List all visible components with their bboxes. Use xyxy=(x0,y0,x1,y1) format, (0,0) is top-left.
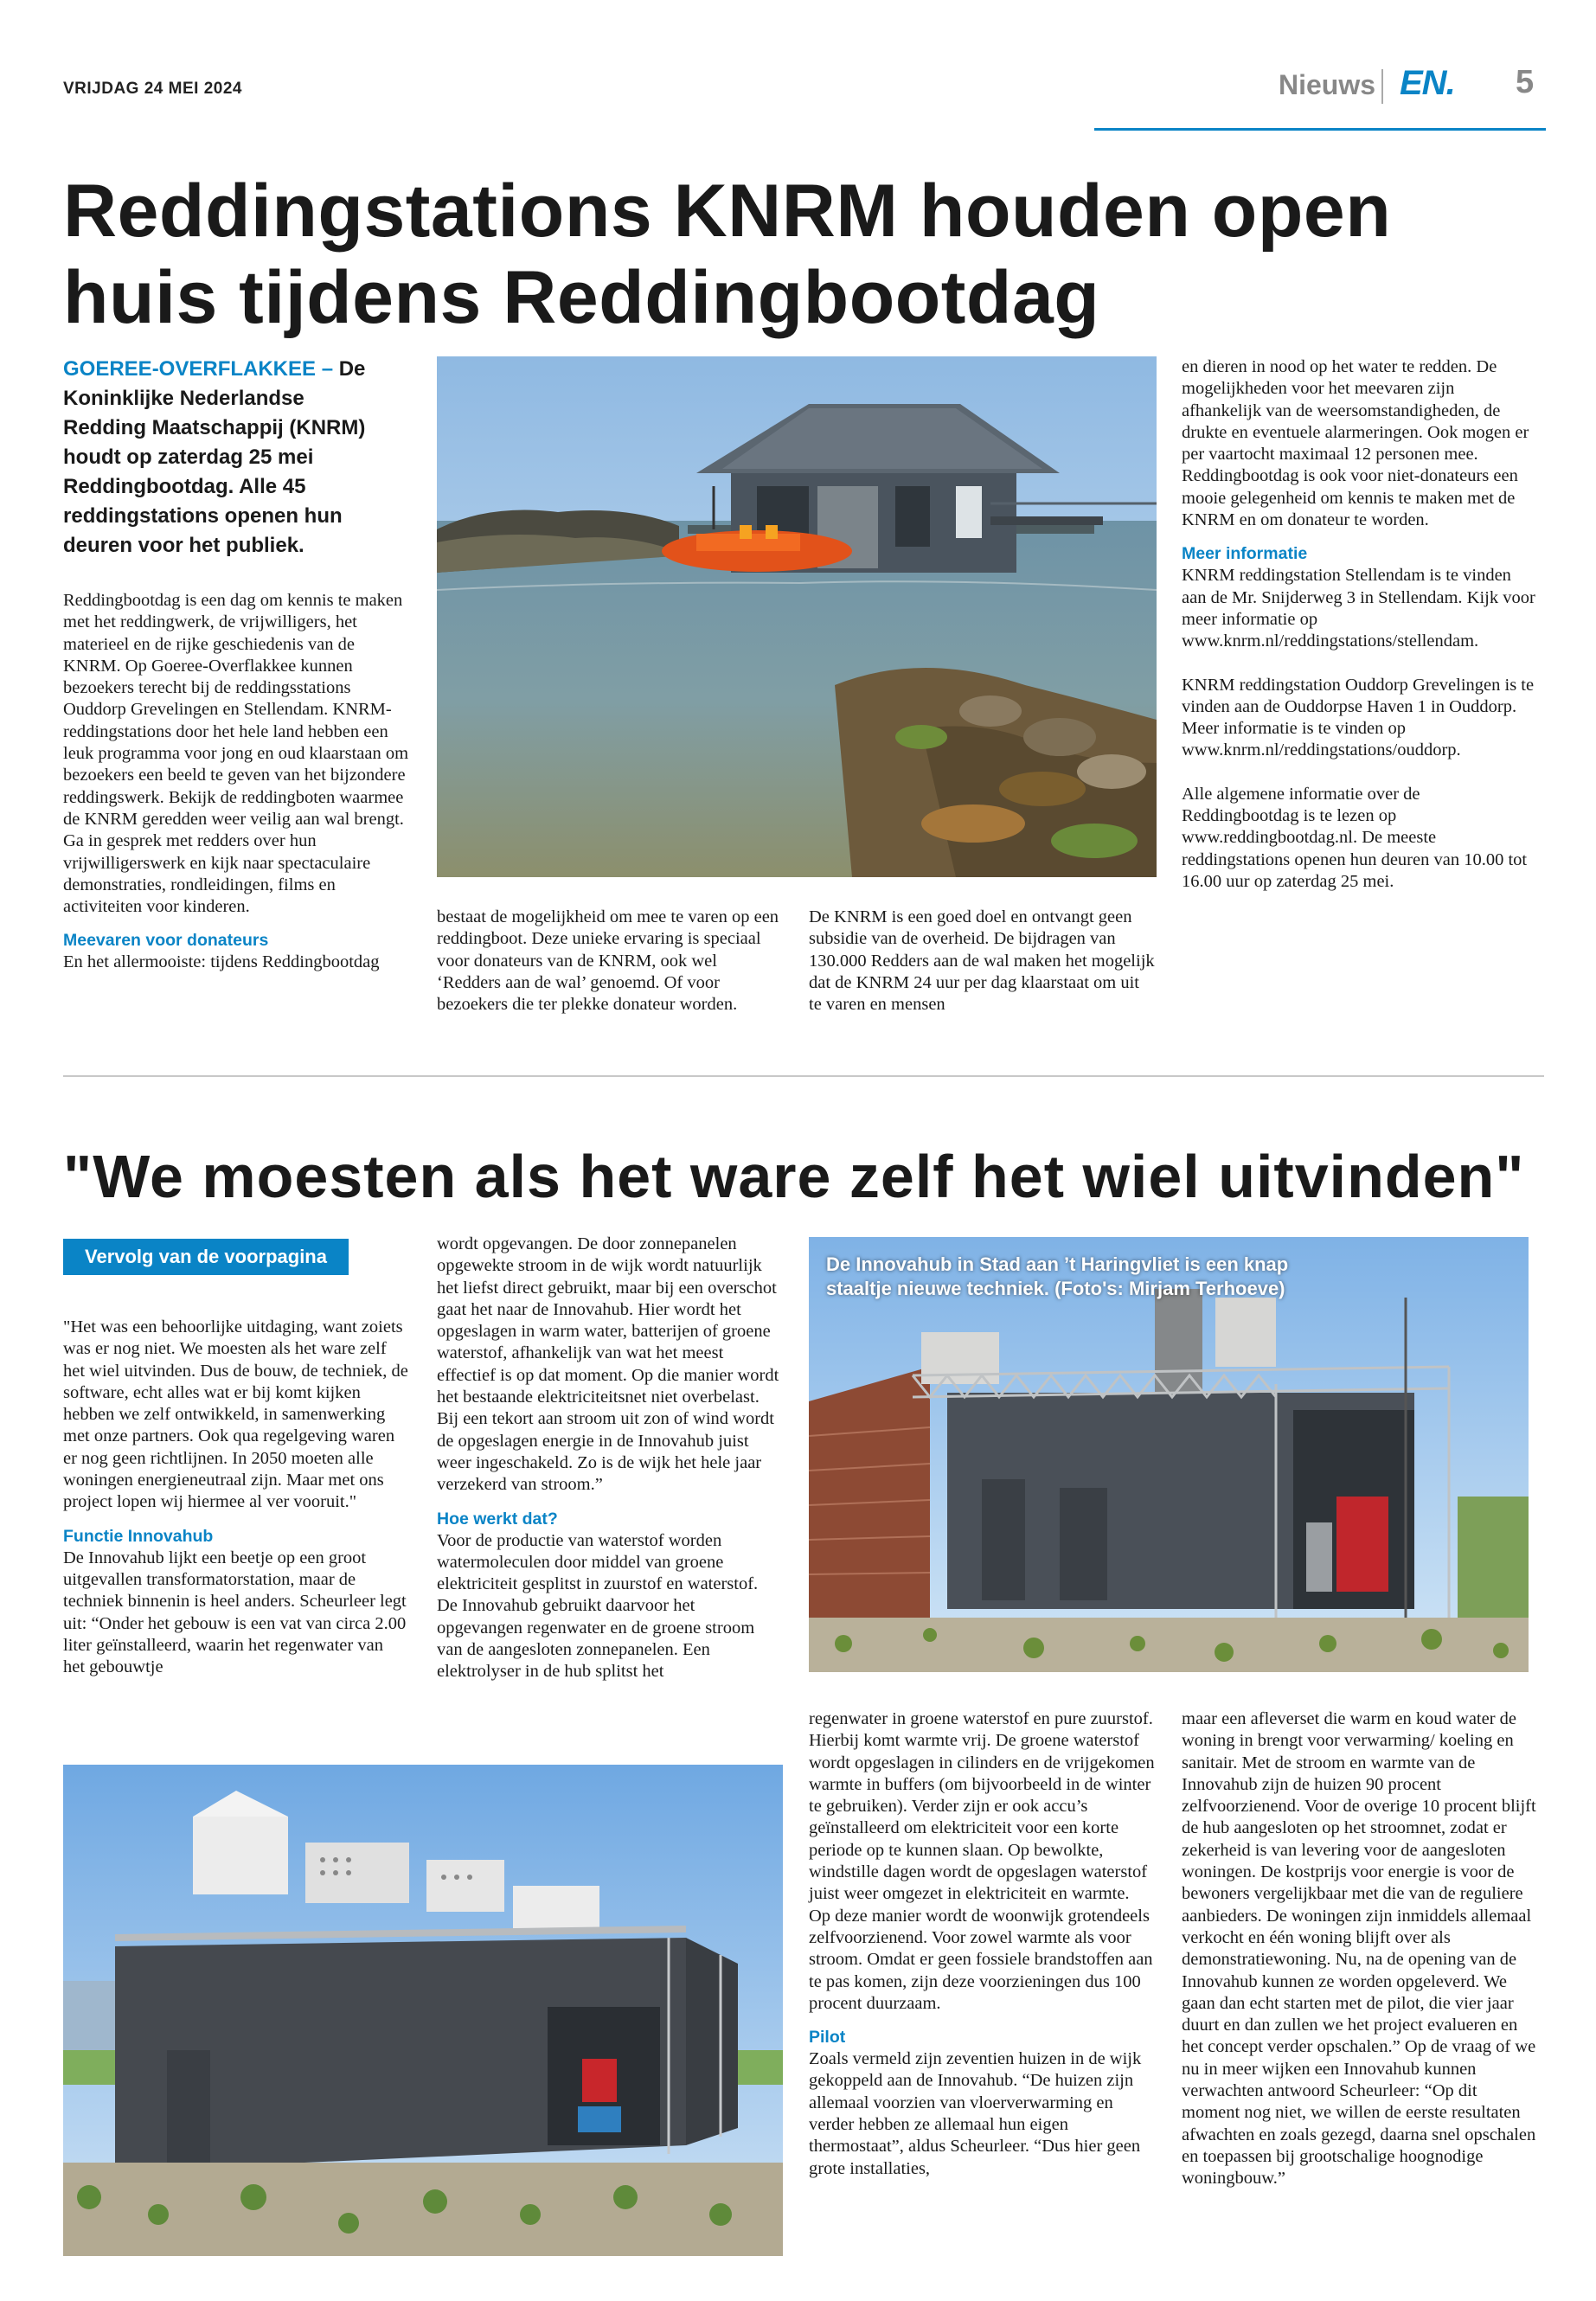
newspaper-logo: EN. xyxy=(1400,64,1455,102)
article2-col3-paragraph: regenwater in groene waterstof en pure zuurstof. Hierbij komt warmte vrij. De groene waterstof wordt opgeslagen in cilinders en de vrijgekomen warmte in buffers (om bijvoorbeeld in de winter te gebruiken). Verder zijn er ook accu’s geïnstalleerd om elektriciteit voor een korte periode op te kunnen slaan. Op bewolkte, windstille dagen wordt de opgeslagen waterstof juist weer omgezet in elektriciteit en warmte. Op deze manier wordt de woonwijk grotendeels zelfvoorzienend. Voor zowel warmte als voor stroom. Omdat er geen fossiele brandstoffen aan te pas komen, zijn deze voorzieningen dus 100 procent duurzaam. xyxy=(809,1709,1155,2013)
page-number: 5 xyxy=(1516,64,1535,100)
masthead-separator xyxy=(1381,69,1383,104)
article2-headline: "We moesten als het ware zelf het wiel uitvinden" xyxy=(63,1143,1525,1210)
article2-subheading-werking: Hoe werkt dat? xyxy=(437,1509,558,1529)
issue-date: VRIJDAG 24 MEI 2024 xyxy=(63,80,242,98)
innovahub-photo-large xyxy=(809,1237,1529,1672)
innovahub-image-large xyxy=(809,1237,1529,1672)
article1-col4-paragraph: Alle algemene informatie over de Reddingbootdag is te lezen op www.reddingbootdag.nl. De meeste reddingstations openen hun deuren van 10.00 tot 16.00 uur op zaterdag 25 mei. xyxy=(1182,784,1528,891)
article1-col4-paragraph: KNRM reddingstation Stellendam is te vinden aan de Mr. Snijderweg 3 in Stellendam. Kijk voor meer informatie op www.knrm.nl/reddingstations/stellendam. xyxy=(1182,566,1535,651)
article1-col3-paragraph: De KNRM is een goed doel en ontvangt geen subsidie van de overheid. De bijdragen van 130.000 Redders aan de wal maken het mogelijk dat de KNRM 24 uur per dag klaarstaat om uit te varen en mensen xyxy=(809,907,1155,1015)
innovahub-photo-small xyxy=(63,1765,783,2256)
article1-subheading-donateurs: Meevaren voor donateurs xyxy=(63,931,269,951)
article1-col1-paragraph: Reddingbootdag is een dag om kennis te maken met het reddingwerk, de vrijwilligers, het materieel en de rijke geschiedenis van de KNRM. Op Goeree-Overflakkee kunnen bezoekers terecht bij de reddingsstations Ouddorp Grevelingen en Stellendam. KNRM-reddingstations door het hele land hebben een leuk programma voor jong en oud klaarstaan om bezoekers een beeld te geven van het bijzondere reddingswerk. Bekijk de reddingboten waarmee de KNRM geredden weer veilig aan wal brengt. Ga in gesprek met redders over hun vrijwilligerswerk en kijk naar spectaculaire demonstraties, rondleidingen, films en activiteiten voor kinderen. xyxy=(63,591,409,917)
article2-col1-paragraph: De Innovahub lijkt een beetje op een groot uitgevallen transformatorstation, maar de techniek binnenin is heel anders. Scheurleer legt uit: “Onder het gebouw is een vat van circa 2.00 liter geïnstalleerd, waarin het regenwater van het gebouwtje xyxy=(63,1548,407,1677)
article1-headline: Reddingstations KNRM houden open huis tijdens Reddingbootdag xyxy=(63,170,1392,339)
article2-column-2 xyxy=(437,1234,783,1683)
article2-col1-paragraph: "Het was een behoorlijke uitdaging, want zoiets was er nog niet. We moesten als het ware zelf het wiel uitvinden. Dus de bouw, de techniek, de software, echt alles wat er bij komt kijken hebben we zelf ontwikkeld, in samenwerking met onze partners. Ook qua regelgeving waren er nog geen richtlijnen. In 2050 moeten alle woningen energieneutraal zijn. Maar met ons project lopen wij hiermee al ver vooruit." xyxy=(63,1317,408,1512)
lifeboat-station-photo xyxy=(437,356,1157,877)
article1-col4-paragraph: en dieren in nood op het water te redden. De mogelijkheden voor het meevaren zijn afhankelijk van de weersomstandigheden, de drukte en eventuele alarmeringen. Ook mogen er per vaartocht maximaal 12 personen mee. Reddingbootdag is ook voor niet-donateurs een mooie gelegenheid om kennis te maken met de KNRM en om donateur te worden. xyxy=(1182,357,1529,530)
article1-intro: De Koninklijke Nederlandse Redding Maatschappij (KNRM) houdt op zaterdag 25 mei Reddingbootdag. Alle 45 reddingstations openen hun deuren voor het publiek. xyxy=(63,357,366,557)
article2-column-1 xyxy=(63,1317,409,1678)
article2-col2-paragraph: Voor de productie van waterstof worden watermoleculen door middel van groene elektriciteit gesplitst in zuurstof en waterstof. De Innovahub gebruikt daarvoor het opgevangen regenwater en de groene stroom van de aangesloten zonnepanelen. Een elektrolyser in de hub splitst het xyxy=(437,1530,759,1682)
photo-caption: De Innovahub in Stad aan ’t Haringvliet is een knap staaltje nieuwe techniek. (Foto's: Mirjam Terhoeve) xyxy=(826,1253,1289,1299)
continuation-label: Vervolg van de voorpagina xyxy=(63,1239,349,1275)
article1-col1-paragraph: En het allermooiste: tijdens Reddingbootdag xyxy=(63,952,380,972)
article2-col3-paragraph: Zoals vermeld zijn zeventien huizen in de wijk gekoppeld aan de Innovahub. “De huizen zijn allemaal voorzien van vloerverwarming en verder hebben ze allemaal hun eigen thermostaat”, aldus Scheurleer. “Dus hier geen grote installaties, xyxy=(809,2049,1142,2178)
article1-column-2 xyxy=(437,907,783,1016)
article1-intro-block xyxy=(63,355,392,561)
article1-dateline: GOEREE-OVERFLAKKEE – xyxy=(63,357,334,381)
innovahub-image-small xyxy=(63,1765,783,2256)
article2-subheading-pilot: Pilot xyxy=(809,2028,846,2048)
article2-column-3 xyxy=(809,1708,1155,2180)
article1-col4-paragraph: KNRM reddingstation Ouddorp Grevelingen is te vinden aan de Ouddorpse Haven 1 in Ouddorp. Meer informatie is te vinden op www.knrm.nl/reddingstations/ouddorp. xyxy=(1182,675,1535,760)
article2-col4-paragraph: maar een afleverset die warm en koud water de woning in brengt voor verwarming/ koeling en sanitair. Met de stroom en warmte van de Innovahub zijn de huizen 90 procent zelfvoorzienend. Voor de overige 10 procent blijft de hub aangesloten op het stroomnet, zodat er zekerheid is van levering voor de aangesloten woningen. De kostprijs voor energie is voor de bewoners vergelijkbaar met die van de reguliere aanbieders. De woningen zijn inmiddels allemaal verkocht en één woning blijft over als demonstratiewoning. Nu, na de opening van de Innovahub kunnen ze worden opgeleverd. We gaan dan echt starten met de pilot, die vier jaar duurt en dan zullen we het project evalueren en het concept verder opschalen.” Op de vraag of we nu in meer wijken een Innovahub kunnen verwachten antwoord Scheurleer: “Op dit moment nog niet, we willen de eerste resultaten afwachten en zoals gezegd, daarna snel opschalen en toepassen bij grootschalige hoognodige woningbouw.” xyxy=(1182,1709,1536,2189)
article-divider xyxy=(63,1075,1544,1077)
lifeboat-station-image xyxy=(437,356,1157,877)
article1-column-3 xyxy=(809,907,1155,1016)
article1-col2-paragraph: bestaat de mogelijkheid om mee te varen op een reddingboot. Deze unieke ervaring is speciaal voor donateurs van de KNRM, ook wel ‘Redders aan de wal’ genoemd. Of voor bezoekers die ter plekke donateur worden. xyxy=(437,907,779,1015)
section-name: Nieuws xyxy=(1279,69,1376,100)
article1-column-4 xyxy=(1182,356,1536,893)
article2-subheading-functie: Functie Innovahub xyxy=(63,1526,214,1546)
article2-col2-paragraph: wordt opgevangen. De door zonnepanelen opgewekte stroom in de wijk wordt natuurlijk het liefst direct gebruikt, maar bij een overschot gaat het naar de Innovahub. Hier wordt het opgeslagen in warm water, batterijen of groene waterstof, afhankelijk van wat het meest effectief is op dat moment. Op die manier wordt het bestaande elektriciteitsnet niet overbelast. Bij een tekort aan stroom uit zon of wind wordt de opgeslagen energie in de Innovahub juist weer ingeschakeld. Zo is de wijk het hele jaar verzekerd van stroom.” xyxy=(437,1234,779,1495)
article2-column-4 xyxy=(1182,1708,1536,2190)
masthead-rule xyxy=(1094,128,1546,131)
article1-subheading-info: Meer informatie xyxy=(1182,544,1308,564)
article1-column-1 xyxy=(63,590,409,974)
